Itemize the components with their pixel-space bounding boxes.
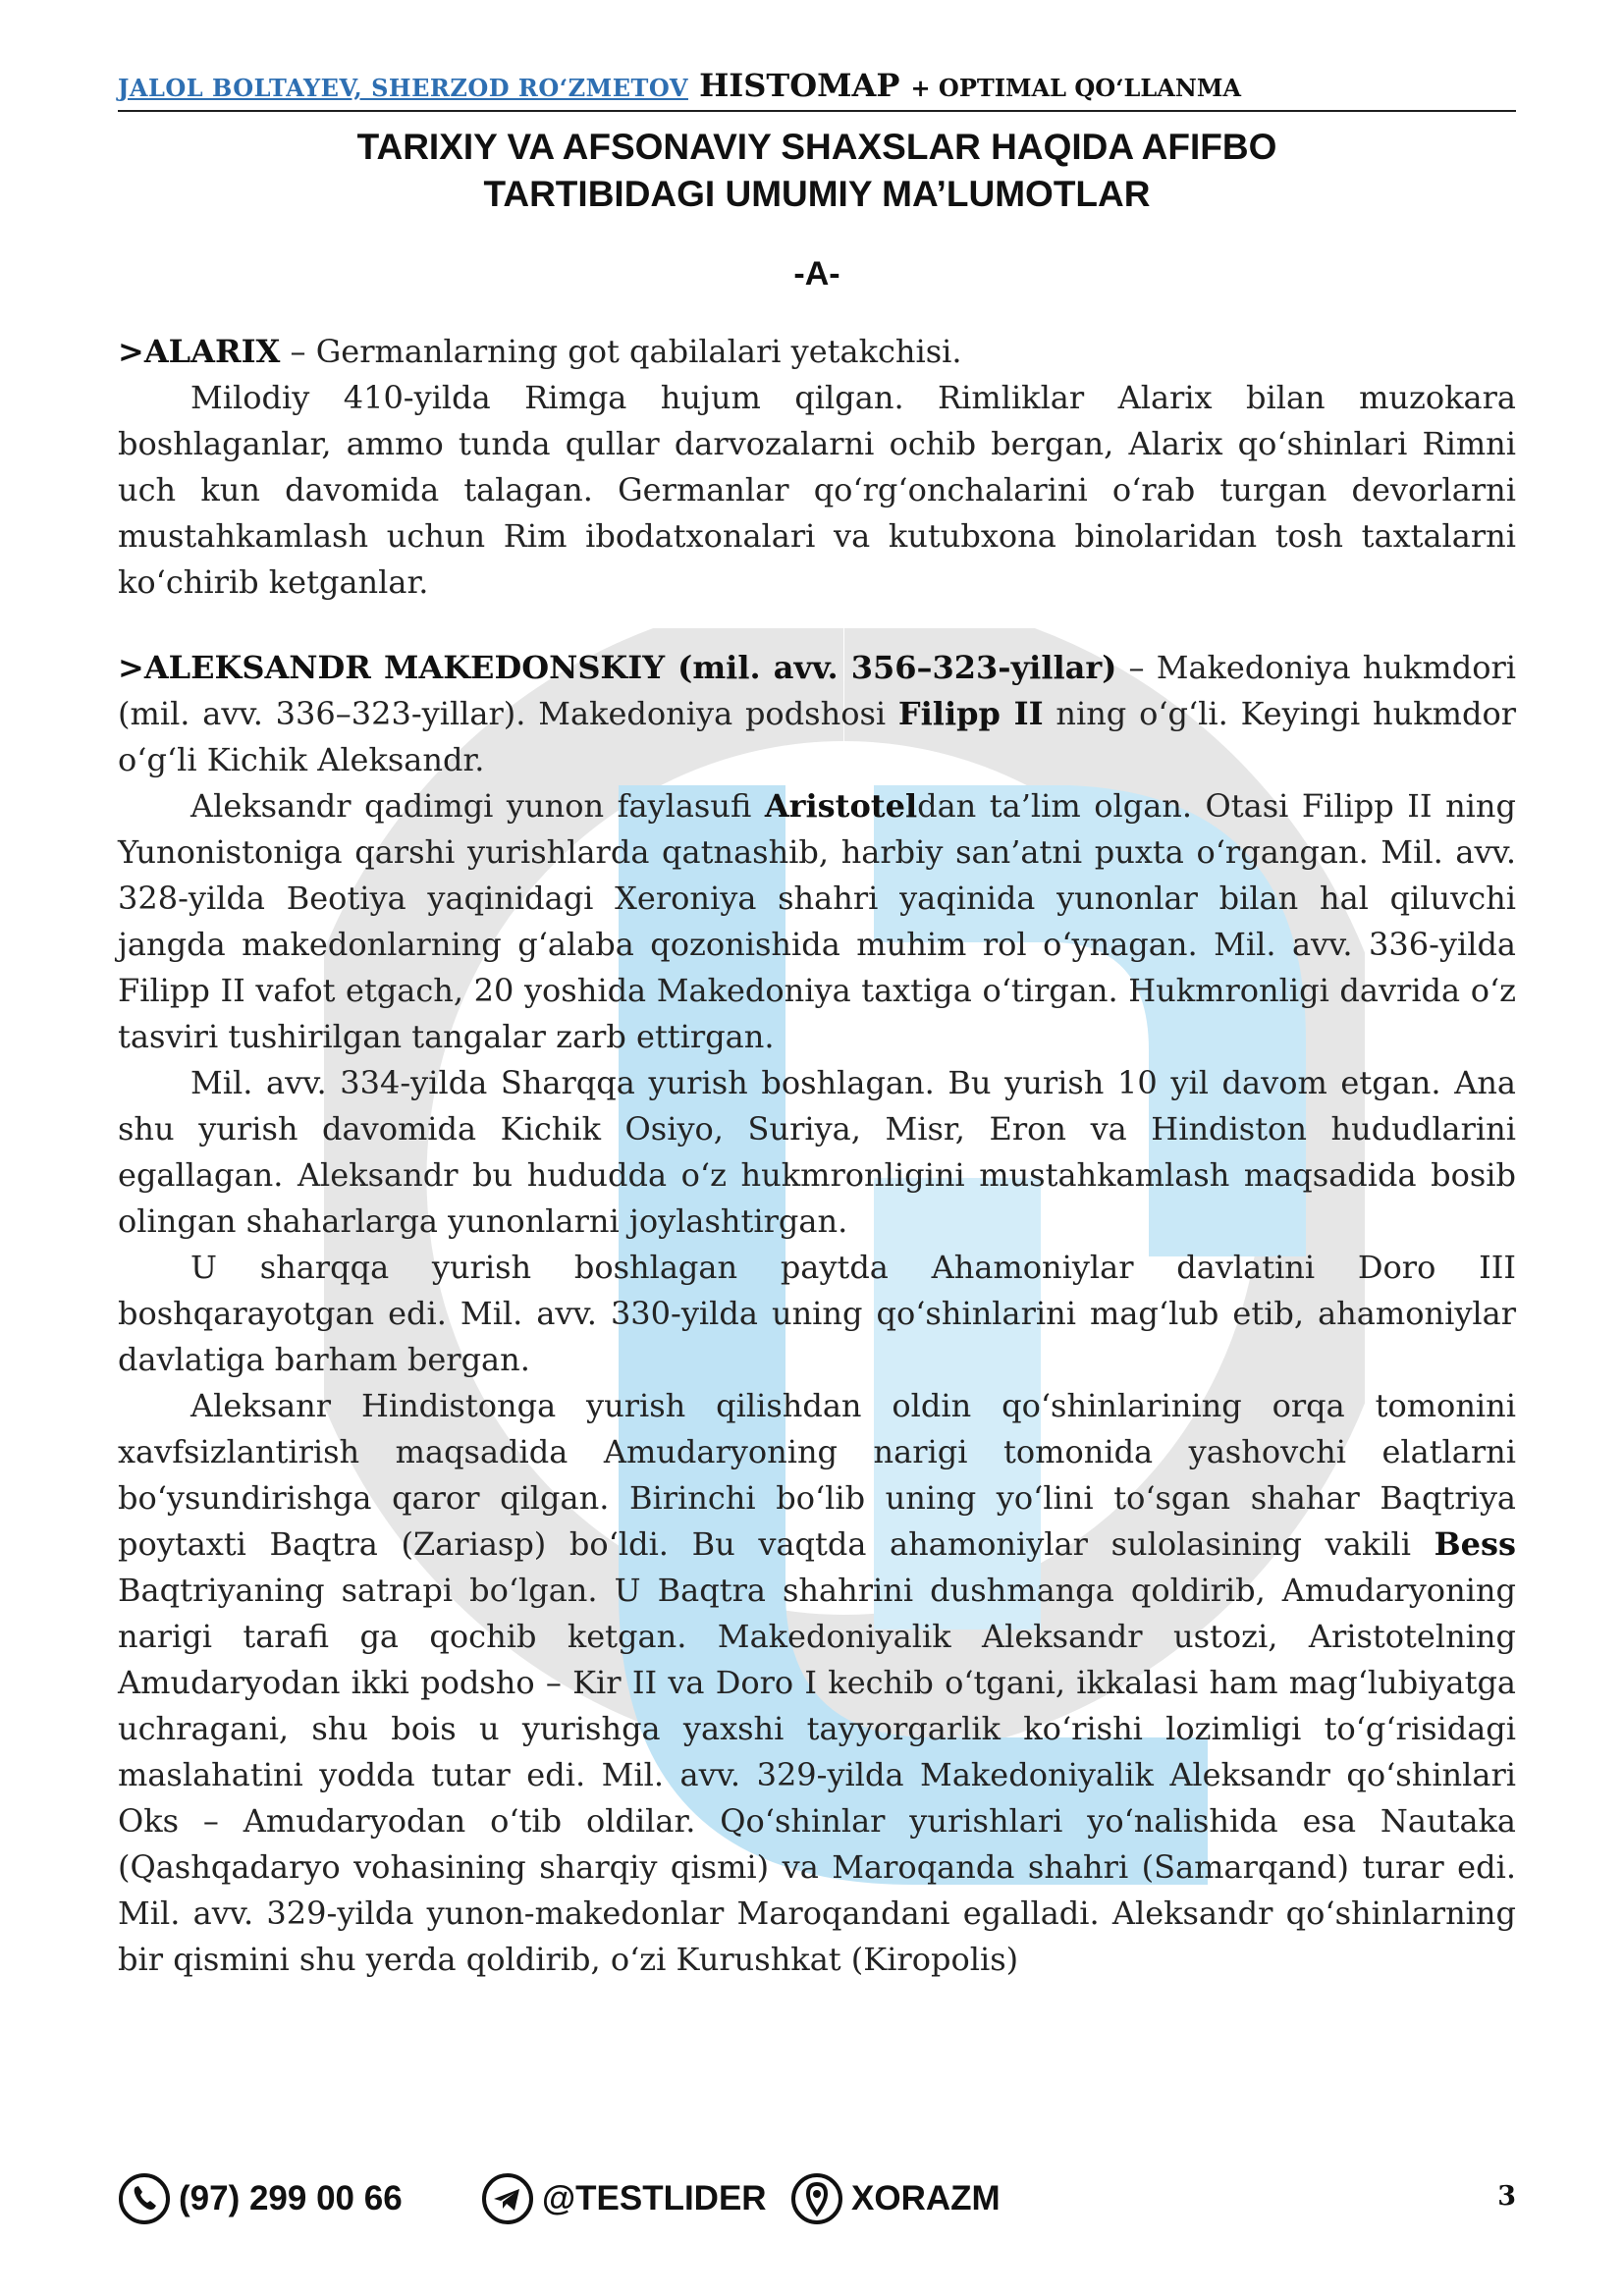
document-page [118, 67, 1516, 1983]
entry-alarix-heading [118, 329, 1516, 375]
entry-aleksandr-p1-b: dan ta’lim olgan. Otasi Filipp II ning Yunonistoniga qarshi yurishlarda qatnashib, harbiy san’atni puxta o‘rgangan. Mil. avv. 328-yilda Beotiya yaqinidagi Xeroniya shahri yaqinida yunonlar bilan hal qiluvchi jangda makedonlarning g‘alaba qozonishida muhim rol o‘ynagan. Mil. avv. 336-yilda Filipp II vafot etgach, 20 yoshida Makedoniya taxtiga o‘tirgan. Hukmronligi davrida o‘z tasviri tushirilgan tangalar zarb ettirgan. [118, 787, 1517, 1055]
entry-alarix-paragraph: Milodiy 410-yilda Rimga hujum qilgan. Rimliklar Alarix bilan muzokara boshlaganlar, ammo tunda qullar darvozalarni ochib bergan, Alarix qo‘shinlari Rimni uch kun davomida talagan. Germanlar qo‘rg‘onchalarini o‘rab turgan devorlarni mustahkamlash uchun Rim ibodatxonalari va kutubxona binolaridan tosh taxtalarni ko‘chirib ketganlar. [118, 379, 1516, 601]
entry-alarix [118, 329, 1516, 606]
entry-alarix-term: >ALARIX [118, 333, 281, 370]
header-histomap: HISTOMAP [699, 67, 900, 104]
footer-location-name: XORAZM [851, 2179, 1001, 2217]
footer-phone-number: (97) 299 00 66 [179, 2179, 403, 2217]
footer-telegram-handle: @TESTLIDER [542, 2179, 767, 2217]
entry-aleksandr-filipp: Filipp II [897, 695, 1044, 732]
page-footer [118, 2169, 1516, 2228]
header-optimal: + OPTIMAL QO‘LLANMA [910, 74, 1242, 102]
entry-aleksandr-term: >ALEKSANDR MAKEDONSKIY (mil. avv. 356–323-yillar) [118, 649, 1117, 686]
entry-aleksandr-paragraph-2: Mil. avv. 334-yilda Sharqqa yurish boshlagan. Bu yurish 10 yil davom etgan. Ana shu yurish davomida Kichik Osiyo, Suriya, Misr, Eron va Hindiston hududlarini egallagan. Aleksandr bu hududda o‘z hukmronligini mustahkamlash maqsadida bosib olingan shaharlarga yunonlarni joylashtirgan. [118, 1064, 1516, 1240]
entry-aleksandr-p4-a: Aleksanr Hindistonga yurish qilishdan oldin qo‘shinlarining orqa tomonini xavfsizlantirish maqsadida Amudaryoning narigi tomonida yashovchi elatlarni bo‘ysundirishga qaror qilgan. Birinchi bo‘lib uning yo‘lini to‘sgan shahar Baqtriya poytaxti Baqtra (Zariasp) bo‘ldi. Bu vaqtda ahamoniylar sulolasining vakili [118, 1387, 1516, 1563]
footer-location [790, 2169, 1001, 2228]
entry-aleksandr-definition-a: – Makedoniya hukmdori (mil. avv. 336–323-yillar). Makedoniya podshosi [118, 649, 1517, 732]
page-title-line-1: TARIXIY VA AFSONAVIY SHAXSLAR HAQIDA AFIFBO [356, 127, 1277, 167]
page-title-line-2: TARTIBIDAGI UMUMIY MA’LUMOTLAR [483, 174, 1151, 214]
page-number: 3 [1497, 2181, 1516, 2212]
entry-aleksandr-p1-a: Aleksandr qadimgi yunon faylasufi [190, 787, 765, 825]
location-pin-icon [790, 2172, 843, 2225]
running-header [118, 67, 1516, 112]
entry-aleksandr-p4-b: Baqtriyaning satrapi bo‘lgan. U Baqtra shahrini dushmanga qoldirib, Amudaryoning narigi tarafi ga qochib ketgan. Makedoniyalik Aleksandr ustozi, Aristotelning Amudaryodan ikki podsho – Kir II va Doro I kechib o‘tgani, ikkalasi ham mag‘lubiyatga uchragani, shu bois u yurishga yaxshi tayyorgarlik ko‘rishi lozimligi to‘g‘risidagi maslahatini yodda tutar edi. Mil. avv. 329-yilda Makedoniyalik Aleksandr qo‘shinlari Oks – Amudaryodan o‘tib oldilar. Qo‘shinlar yurishlari yo‘nalishida esa Nautaka (Qashqadaryo vohasining sharqiy qismi) va Maroqanda shahri (Samarqand) turar edi. Mil. avv. 329-yilda yunon-makedonlar Maroqandani egalladi. Aleksandr qo‘shinlarning bir qismini shu yerda qoldirib, o‘zi Kurushkat (Kiropolis) [118, 1572, 1516, 1978]
header-authors: JALOL BOLTAYEV, SHERZOD RO‘ZMETOV [118, 74, 688, 102]
page-title [118, 124, 1516, 218]
entry-aleksandr [118, 645, 1516, 1983]
entry-alarix-definition: – Germanlarning got qabilalari yetakchisi. [280, 333, 962, 370]
entry-aleksandr-paragraph-3: U sharqqa yurish boshlagan paytda Ahamoniylar davlatini Doro III boshqarayotgan edi. Mil. avv. 330-yilda uning qo‘shinlarini mag‘lub etib, ahamoniylar davlatiga barham bergan. [118, 1249, 1516, 1378]
entry-aleksandr-bess: Bess [1434, 1525, 1516, 1563]
footer-telegram [481, 2169, 767, 2228]
entry-aleksandr-heading [118, 645, 1516, 783]
footer-phone [118, 2169, 403, 2228]
phone-icon [118, 2172, 171, 2225]
entry-aleksandr-aristotel: Aristotel [764, 787, 918, 825]
entry-aleksandr-paragraph-1 [118, 783, 1516, 1060]
entry-aleksandr-paragraph-4 [118, 1383, 1516, 1983]
telegram-icon [481, 2172, 534, 2225]
section-letter: -A- [793, 255, 840, 293]
entry-aleksandr-definition-b: ning o‘g‘li. Keyingi hukmdor o‘g‘li Kichik Aleksandr. [118, 695, 1517, 778]
